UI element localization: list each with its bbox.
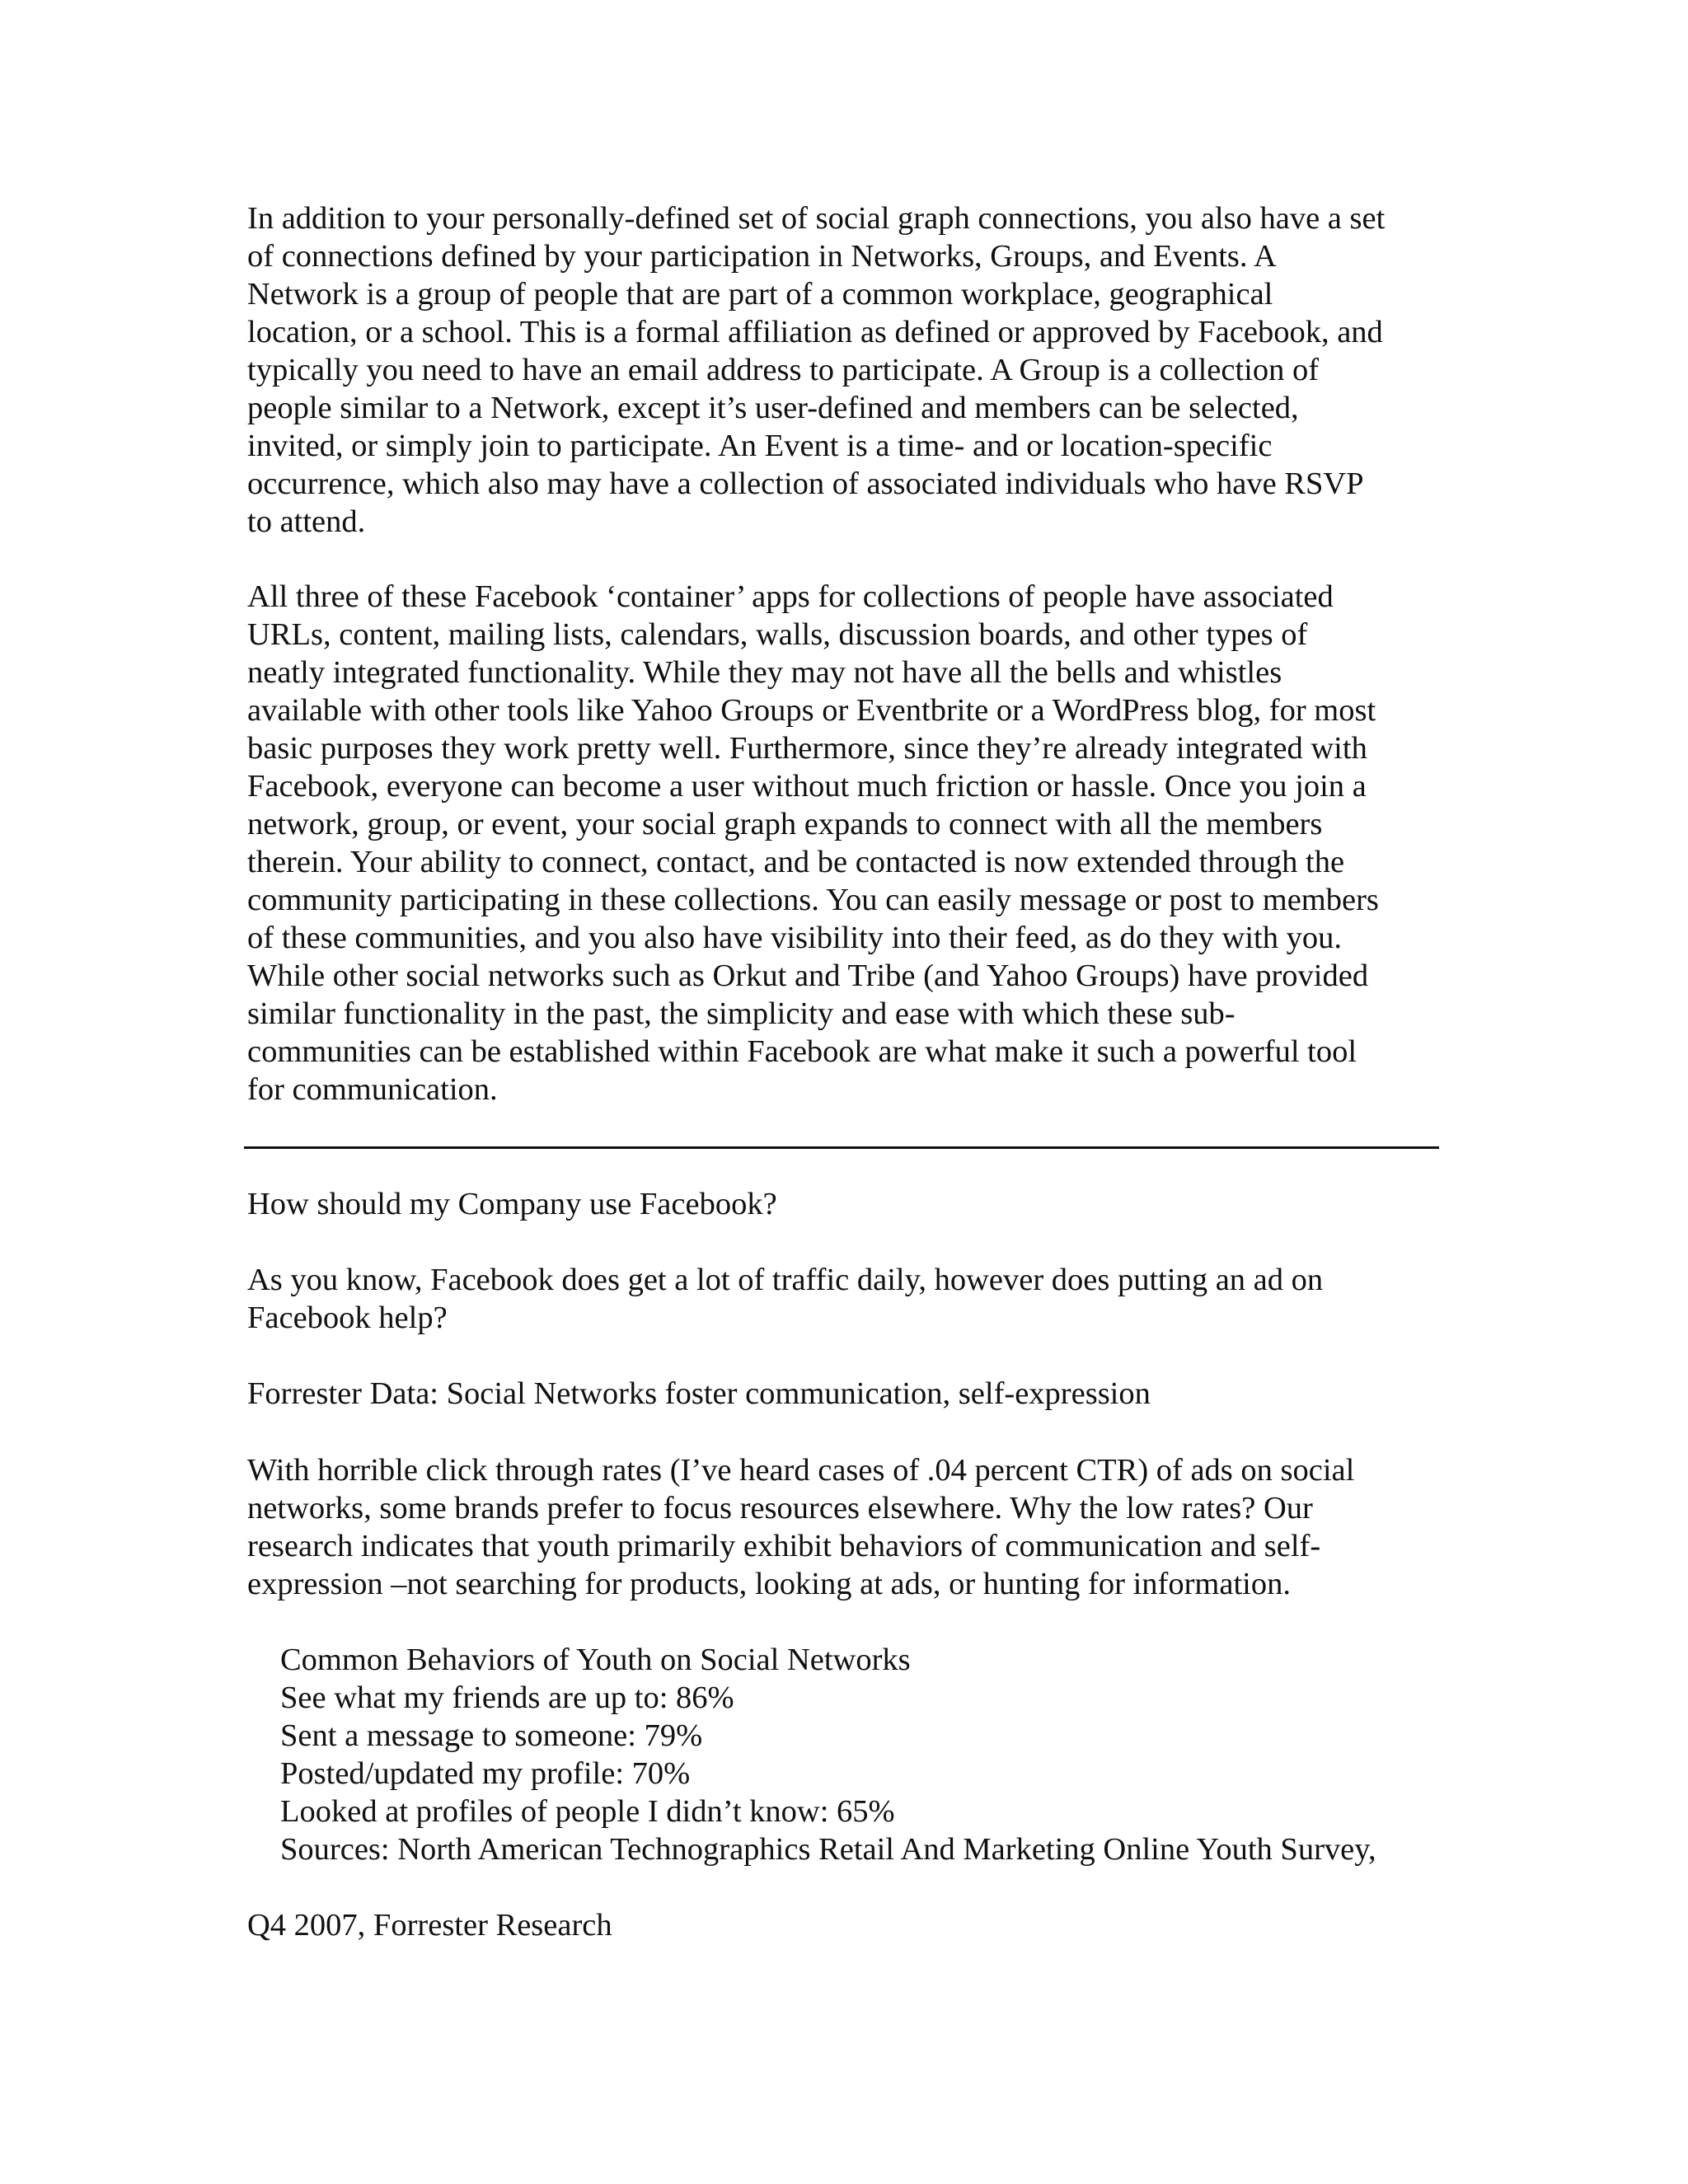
text-line: neatly integrated functionality. While they may not have all the bells and whistles [247,655,1282,690]
text-line: typically you need to have an email address to participate. A Group is a collection of [247,353,1320,387]
source-citation-continued [247,1906,1442,1944]
paragraph-ad-question [247,1261,1442,1337]
text-line: location, or a school. This is a formal affiliation as defined or approved by Facebook, and [247,315,1383,349]
text-line: of connections defined by your participation in Networks, Groups, and Events. A [247,239,1277,274]
list-item: Looked at profiles of people I didn’t know: 65% [280,1794,895,1829]
text-line: networks, some brands prefer to focus resources elsewhere. Why the low rates? Our [247,1491,1313,1526]
paragraph-container-apps [247,578,1442,1108]
source-citation: Sources: North American Technographics Retail And Marketing Online Youth Survey, [280,1832,1376,1867]
list-item: See what my friends are up to: 86% [280,1680,734,1715]
text-line: occurrence, which also may have a collection of associated individuals who have RSVP [247,466,1364,501]
text-line: people similar to a Network, except it’s user-defined and members can be selected, [247,391,1299,425]
text-line: similar functionality in the past, the simplicity and ease with which these sub- [247,996,1236,1031]
paragraph-forrester-data [247,1375,1442,1413]
paragraph-click-through-rates [247,1451,1442,1603]
text-line: available with other tools like Yahoo Groups or Eventbrite or a WordPress blog, for most [247,693,1376,728]
text-line: With horrible click through rates (I’ve heard cases of .04 percent CTR) of ads on social [247,1453,1355,1488]
text-line: network, group, or event, your social graph expands to connect with all the members [247,807,1323,841]
youth-behaviors-list [280,1641,1475,1868]
heading-text: How should my Company use Facebook? [247,1187,777,1221]
text-line: of these communities, and you also have visibility into their feed, as do they with you. [247,921,1343,955]
text-line: for communication. [247,1072,498,1107]
text-line: Network is a group of people that are part of a common workplace, geographical [247,277,1273,312]
text-line: While other social networks such as Orkut and Tribe (and Yahoo Groups) have provided [247,958,1369,993]
paragraph-networks-groups-events [247,199,1442,541]
text-line: Facebook help? [247,1301,448,1335]
text-line: As you know, Facebook does get a lot of traffic daily, however does putting an ad on [247,1263,1324,1297]
text-line: Forrester Data: Social Networks foster communication, self-expression [247,1376,1151,1411]
text-line: Q4 2007, Forrester Research [247,1908,612,1943]
text-line: Facebook, everyone can become a user without much friction or hassle. Once you join a [247,769,1367,804]
text-line: therein. Your ability to connect, contact, and be contacted is now extended through the [247,845,1345,879]
text-line: research indicates that youth primarily exhibit behaviors of communication and self- [247,1529,1321,1563]
text-line: All three of these Facebook ‘container’ apps for collections of people have associated [247,579,1334,614]
text-line: communities can be established within Facebook are what make it such a powerful tool [247,1034,1357,1069]
text-line: URLs, content, mailing lists, calendars, walls, discussion boards, and other types of [247,617,1308,652]
text-line: expression –not searching for products, looking at ads, or hunting for information. [247,1567,1291,1601]
text-line: In addition to your personally-defined set of social graph connections, you also have a set [247,201,1386,236]
list-item: Posted/updated my profile: 70% [280,1756,691,1791]
text-line: community participating in these collections. You can easily message or post to members [247,883,1379,917]
horizontal-divider [244,1146,1439,1149]
section-heading [247,1185,1442,1223]
list-title: Common Behaviors of Youth on Social Networks [280,1643,911,1677]
text-line: basic purposes they work pretty well. Furthermore, since they’re already integrated with [247,731,1367,766]
text-line: invited, or simply join to participate. An Event is a time- and or location-specific [247,429,1273,463]
list-item: Sent a message to someone: 79% [280,1718,703,1753]
text-line: to attend. [247,504,366,539]
